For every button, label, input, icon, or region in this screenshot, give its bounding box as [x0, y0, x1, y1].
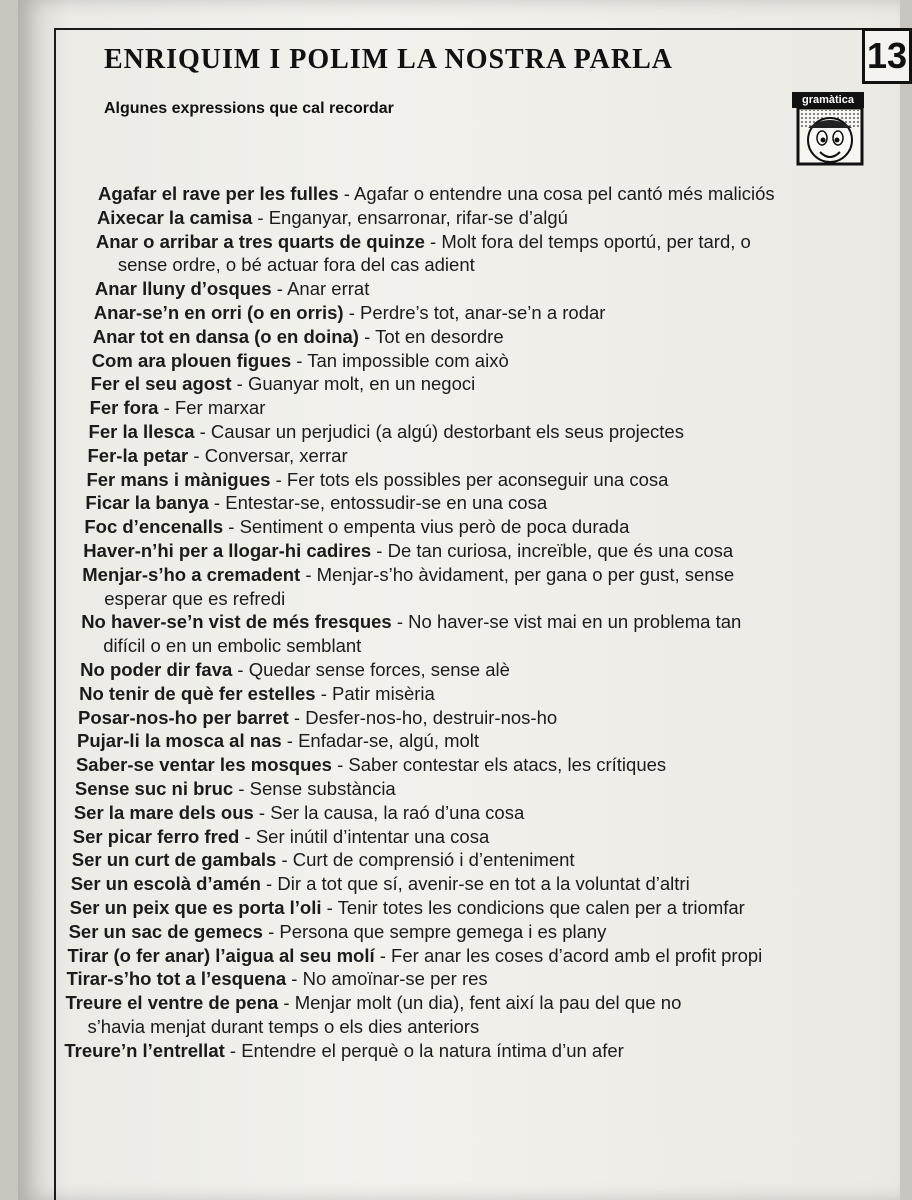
expression-definition: - Sense substància [233, 777, 396, 799]
expression-entry [67, 967, 889, 991]
expression-term: Ser la mare dels ous [73, 801, 254, 823]
expression-entry [88, 444, 889, 468]
expression-definition: - Fer marxar [158, 397, 266, 419]
expression-definition: - Tot en desordre [358, 325, 504, 347]
expression-term: Anar o arribar a tres quarts de quinze [95, 230, 425, 252]
expression-term: Ser un curt de gambals [71, 849, 277, 871]
expression-definition: - Saber contestar els atacs, les crítiques [331, 754, 667, 776]
expression-definition: - Agafar o entendre una cosa pel cantó més maliciós [338, 183, 775, 204]
expression-definition: - Entendre el perquè o la natura íntima d’un afer [224, 1039, 624, 1061]
expression-entry [71, 872, 888, 896]
expression-definition: - Quedar sense forces, sense alè [232, 658, 510, 680]
expression-entry [75, 777, 888, 801]
expression-definition: - Fer anar les coses d’acord amb el profit propi [374, 944, 763, 966]
page-subtitle: Algunes expressions que cal recordar [104, 100, 394, 117]
top-rule [54, 28, 864, 30]
expression-entry [93, 325, 888, 349]
expression-entry [79, 682, 888, 706]
expression-definition: - Curt de comprensió i d’enteniment [276, 849, 575, 871]
expression-definition: - Enfadar-se, algú, molt [281, 730, 480, 752]
expression-definition: - Enganyar, ensarronar, rifar-se d’algú [252, 206, 568, 228]
expression-term: Haver-n’hi per a llogar-hi cadires [83, 539, 372, 561]
expression-definition-continued: esperar que es refredi [104, 587, 286, 609]
expression-entry [83, 539, 888, 563]
expression-definition: - No haver-se vist mai en un problema tan [391, 611, 742, 633]
expression-entry [74, 801, 888, 825]
expression-entry [98, 182, 888, 206]
expression-term: Tirar (o fer anar) l’aigua al seu molí [67, 944, 375, 966]
expression-definition: - De tan curiosa, increïble, que és una cosa [371, 539, 734, 561]
expression-definition: - Anar errat [271, 278, 370, 300]
expression-definition: - Sentiment o empenta vius però de poca durada [223, 516, 630, 538]
expression-definition: - Tan impossible com això [291, 349, 509, 371]
expression-definition: - Ser la causa, la raó d’una cosa [253, 801, 525, 823]
expression-entry [94, 301, 888, 325]
expression-term: Treure el ventre de pena [65, 992, 279, 1014]
expression-term: Ser un peix que es porta l’oli [69, 896, 322, 918]
expression-definition: - Causar un perjudici (a algú) destorbant els seus projectes [194, 420, 684, 442]
expression-definition: - Tenir totes les condicions que calen per a triomfar [321, 896, 745, 918]
expression-term: Fer mans i mànigues [86, 468, 271, 490]
expression-entry [82, 563, 888, 611]
expression-entry [91, 372, 888, 396]
expression-term: Ser un escolà d’amén [70, 873, 261, 895]
expression-term: Fer-la petar [87, 444, 189, 466]
left-rule [54, 28, 56, 1200]
expression-term: Ficar la banya [85, 492, 209, 514]
expression-term: Fer el seu agost [90, 373, 232, 395]
expression-definition: - Perdre’s tot, anar-se’n a rodar [343, 301, 606, 323]
expression-definition: - Desfer-nos-ho, destruir-nos-ho [288, 706, 558, 728]
expression-entry [95, 277, 888, 301]
expression-term: Sense suc ni bruc [74, 777, 234, 799]
expression-term: Ser picar ferro fred [72, 825, 240, 847]
expression-term: Fer fora [89, 397, 159, 419]
expression-term: Anar tot en dansa (o en doina) [92, 325, 359, 347]
expression-term: Pujar-li la mosca al nas [77, 730, 282, 752]
expression-entry [76, 753, 888, 777]
expression-entry [97, 206, 888, 230]
expression-entry [64, 1039, 888, 1063]
expression-definition: - Entestar-se, entossudir-se en una cosa [208, 492, 548, 514]
expression-definition: - Dir a tot que sí, avenir-se en tot a la voluntat d’altri [260, 873, 690, 895]
expression-term: Agafar el rave per les fulles [98, 183, 339, 204]
page-title: ENRIQUIM I POLIM LA NOSTRA PARLA [104, 44, 673, 75]
expression-term: Tirar-s’ho tot a l’esquena [66, 968, 287, 990]
expression-term: Treure’n l’entrellat [64, 1039, 225, 1061]
expression-term: Saber-se ventar les mosques [75, 754, 332, 776]
expression-entry [85, 491, 888, 515]
expression-entry [84, 515, 888, 539]
book-page [18, 0, 908, 1200]
expression-entry [77, 729, 888, 753]
expression-term: Fer la llesca [88, 420, 195, 442]
expression-term: Aixecar la camisa [96, 206, 253, 228]
expression-definition: - Molt fora del temps oportú, per tard, o [424, 230, 751, 252]
expression-definition: - Guanyar molt, en un negoci [231, 373, 476, 395]
expression-definition: - Patir misèria [315, 682, 435, 704]
expression-definition-continued: s’havia menjat durant temps o els dies anteriors [87, 1015, 480, 1037]
expression-definition: - Fer tots els possibles per aconseguir una cosa [270, 468, 669, 490]
expression-term: No poder dir fava [80, 658, 233, 680]
expression-definition: - Menjar-s’ho àvidament, per gana o per gust, sense [300, 563, 735, 585]
expression-term: Posar-nos-ho per barret [78, 706, 289, 728]
expression-definition: - No amoïnar-se per res [286, 968, 488, 990]
expression-entry [72, 848, 888, 872]
expression-entry [90, 396, 888, 420]
expression-entry [89, 420, 888, 444]
page-number: 13 [862, 28, 912, 84]
expression-entry [81, 610, 888, 658]
grammar-badge [792, 84, 872, 170]
expression-entry [69, 920, 888, 944]
expression-term: Com ara plouen figues [91, 349, 292, 371]
expression-term: Anar lluny d’osques [94, 278, 272, 300]
expression-term: Menjar-s’ho a cremadent [82, 563, 301, 585]
expression-entry [92, 349, 888, 373]
expression-definition: - Conversar, xerrar [188, 444, 348, 466]
expression-entry [65, 991, 888, 1039]
expression-term: Foc d’encenalls [84, 516, 224, 538]
expression-entry [80, 658, 888, 682]
badge-label: gramàtica [792, 92, 864, 108]
expression-definition-continued: sense ordre, o bé actuar fora del cas adient [117, 254, 475, 276]
expression-entry [78, 706, 888, 730]
expression-term: No tenir de què fer estelles [79, 682, 316, 704]
expressions-list [58, 182, 888, 1062]
expression-entry [70, 896, 888, 920]
expression-term: Anar-se’n en orri (o en orris) [93, 301, 344, 323]
expression-definition: - Persona que sempre gemega i es plany [262, 920, 607, 942]
expression-definition: - Ser inútil d’intentar una cosa [239, 825, 490, 847]
expression-definition: - Menjar molt (un dia), fent així la pau del que no [278, 992, 682, 1014]
expression-term: No haver-se’n vist de més fresques [81, 611, 392, 633]
expression-term: Ser un sac de gemecs [68, 920, 263, 942]
expression-entry [68, 944, 888, 968]
expression-entry [73, 825, 888, 849]
expression-entry [86, 468, 888, 492]
expression-definition-continued: difícil o en un embolic semblant [103, 635, 362, 657]
cartoon-face-icon [792, 84, 872, 170]
expression-entry [96, 230, 888, 278]
